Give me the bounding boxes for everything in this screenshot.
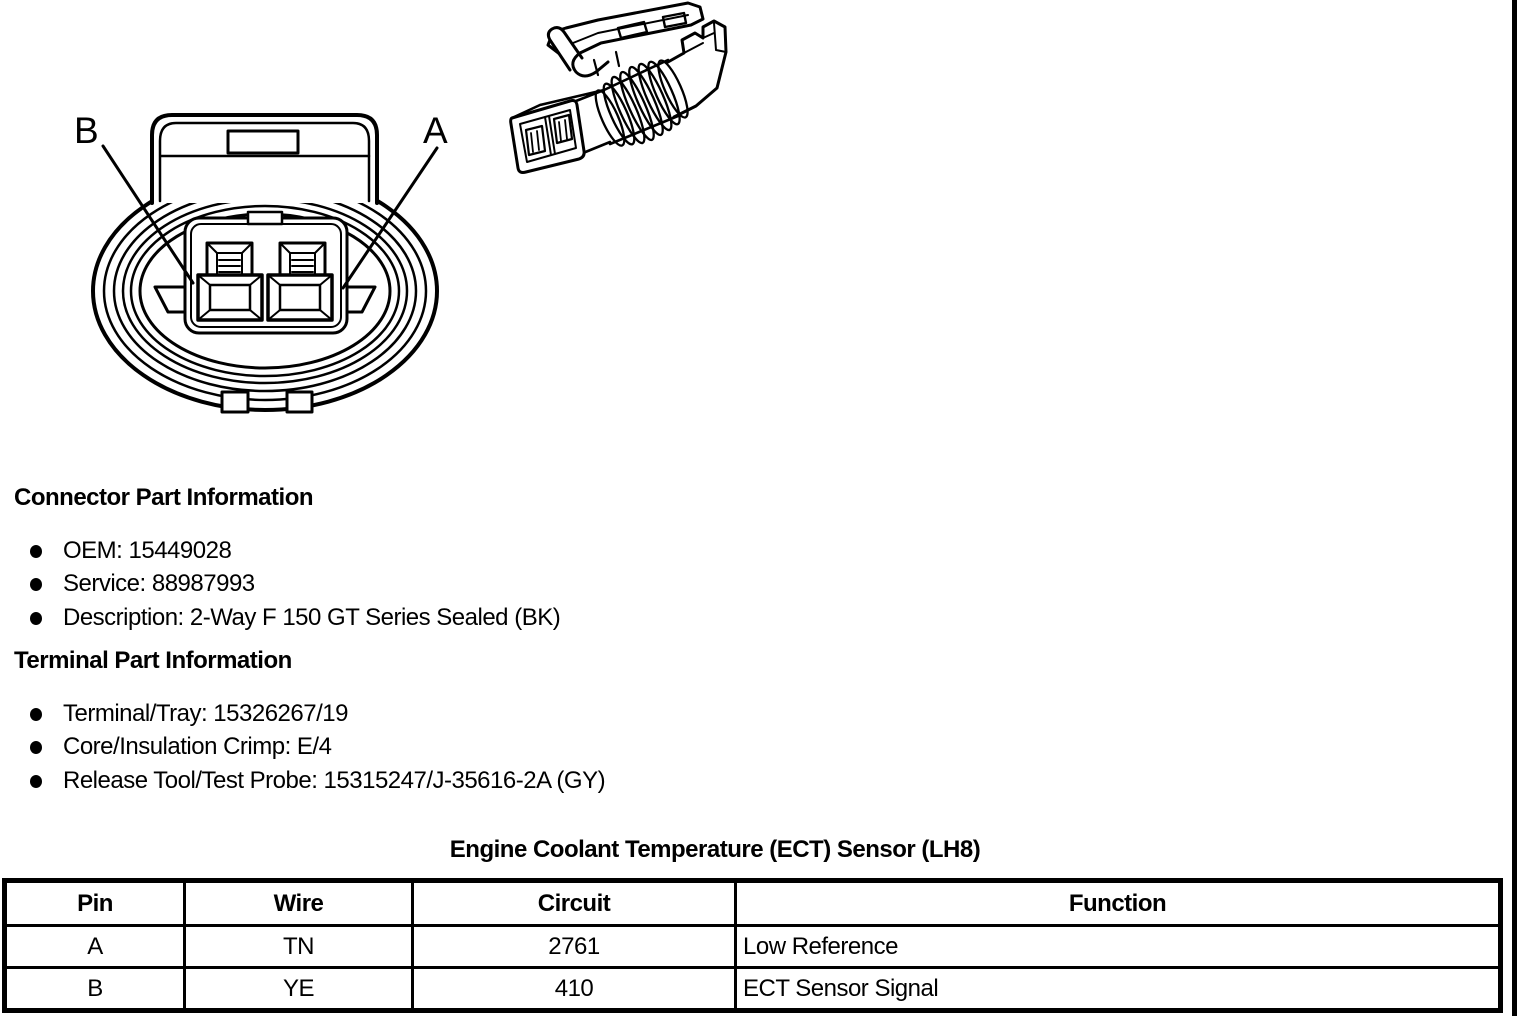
cell-function: ECT Sensor Signal	[736, 968, 1501, 1011]
table-title: Engine Coolant Temperature (ECT) Sensor (LH8)	[449, 836, 981, 863]
pin-label-a: A	[423, 110, 448, 151]
connector-front-view-diagram	[75, 108, 455, 438]
oem-number: OEM: 15449028	[63, 537, 232, 564]
list-item	[30, 537, 231, 565]
list-item	[30, 700, 348, 728]
cell-wire: YE	[185, 968, 413, 1011]
column-header-pin: Pin	[5, 881, 185, 926]
table-row	[5, 926, 1501, 968]
cell-wire: TN	[185, 926, 413, 968]
table-row	[5, 968, 1501, 1011]
bullet-icon	[30, 775, 42, 788]
table-header-row	[5, 881, 1501, 926]
list-item	[30, 733, 331, 761]
terminal-tray: Terminal/Tray: 15326267/19	[63, 700, 348, 727]
cell-circuit: 410	[413, 968, 736, 1011]
bullet-icon	[30, 741, 42, 754]
bullet-icon	[30, 708, 42, 721]
connector-3d-view-diagram	[498, 0, 743, 185]
cell-pin: B	[5, 968, 185, 1011]
core-insulation-crimp: Core/Insulation Crimp: E/4	[63, 733, 332, 760]
column-header-function: Function	[736, 881, 1501, 926]
cell-pin: A	[5, 926, 185, 968]
pin-label-b: B	[74, 110, 99, 151]
connector-description: Description: 2-Way F 150 GT Series Sealed (BK)	[63, 604, 561, 631]
page-border-line	[1512, 0, 1517, 1016]
release-tool-test-probe: Release Tool/Test Probe: 15315247/J-35616-2A (GY)	[63, 767, 606, 794]
service-number: Service: 88987993	[63, 570, 255, 597]
column-header-circuit: Circuit	[413, 881, 736, 926]
list-item	[30, 767, 605, 795]
terminal-part-info-heading: Terminal Part Information	[14, 647, 292, 674]
connector-part-info-heading: Connector Part Information	[14, 484, 314, 511]
cell-function: Low Reference	[736, 926, 1501, 968]
bullet-icon	[30, 545, 42, 558]
bullet-icon	[30, 578, 42, 591]
bullet-icon	[30, 612, 42, 625]
list-item	[30, 604, 560, 632]
pinout-table	[2, 878, 1503, 1013]
column-header-wire: Wire	[185, 881, 413, 926]
list-item	[30, 570, 255, 598]
cell-circuit: 2761	[413, 926, 736, 968]
